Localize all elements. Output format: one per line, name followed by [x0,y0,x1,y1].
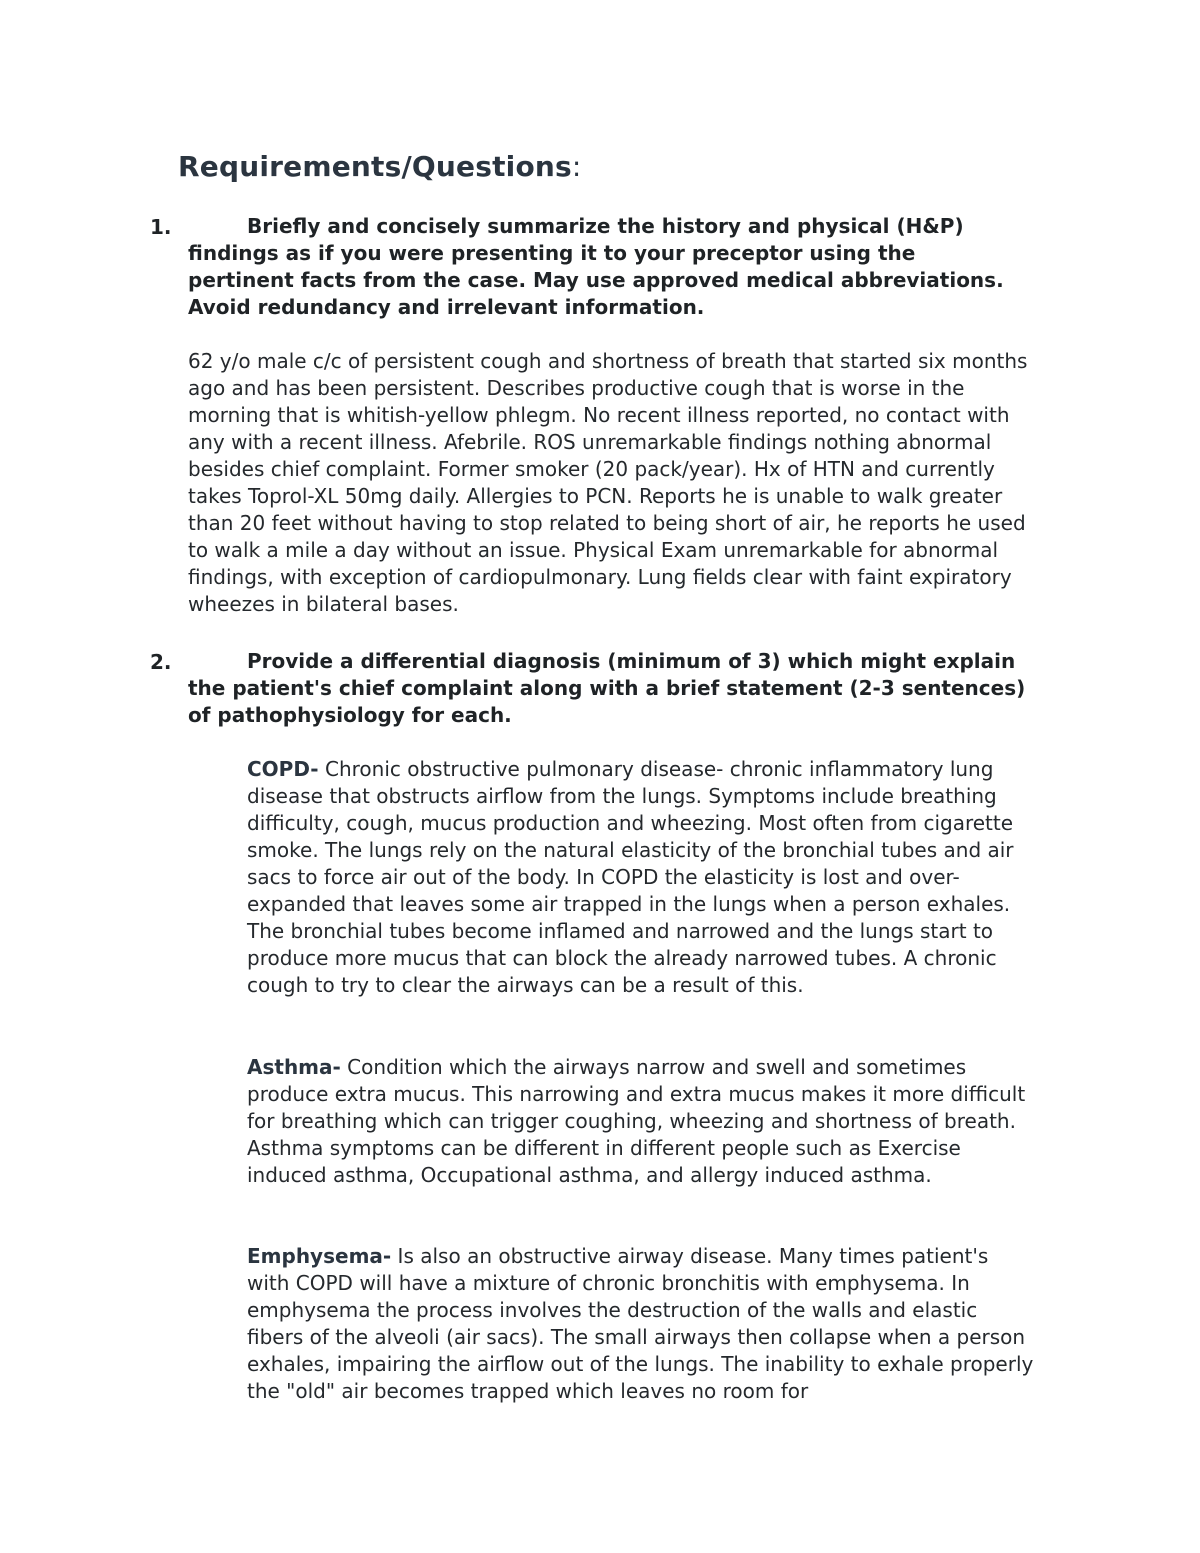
diagnosis-description: Chronic obstructive pulmonary disease- chronic inflammatory lung disease that obstructs airflow from the lungs. Symptoms include breathing difficulty, cough, mucus production and wheezing. Most often from cigarette smoke. The lungs rely on the natural elasticity of the bronchial tubes and air sacs to force air out of the body. In COPD the elasticity is lost and over-expanded that leaves some air trapped in the lungs when a person exhales. The bronchial tubes become inflamed and narrowed and the lungs start to produce more mucus that can block the already narrowed tubes. A chronic cough to try to clear the airways can be a result of this. [247,757,1014,997]
diagnosis-term: Asthma- [247,1055,341,1079]
question-2-prompt: Provide a differential diagnosis (minimum of 3) which might explain the patient's chief complaint along with a brief statement (2-3 sentences) of pathophysiology for each. [188,649,1026,727]
diagnosis-term: Emphysema- [247,1244,392,1268]
diagnosis-asthma [247,1054,1037,1189]
diagnosis-description: Is also an obstructive airway disease. Many times patient's with COPD will have a mixture of chronic bronchitis with emphysema. In emphysema the process involves the destruction of the walls and elastic fibers of the alveoli (air sacs). The small airways then collapse when a person exhales, impairing the airflow out of the lungs. The inability to exhale properly the "old" air becomes trapped which leaves no room for [247,1244,1034,1403]
question-1-answer: 62 y/o male c/c of persistent cough and shortness of breath that started six months ago and has been persistent. Describes productive cough that is worse in the morning that is whitish-yellow phlegm. No recent illness reported, no contact with any with a recent illness. Afebrile. ROS unremarkable findings nothing abnormal besides chief complaint. Former smoker (20 pack/year). Hx of HTN and currently takes Toprol-XL 50mg daily. Allergies to PCN. Reports he is unable to walk greater than 20 feet without having to stop related to being short of air, he reports he used to walk a mile a day without an issue. Physical Exam unremarkable for abnormal findings, with exception of cardiopulmonary. Lung fields clear with faint expiratory wheezes in bilateral bases. [188,349,1028,616]
diagnosis-copd [247,756,1037,999]
question-1-number: 1. [150,215,172,239]
page-heading [178,150,582,183]
diagnosis-emphysema [247,1243,1037,1405]
question-2-number: 2. [150,650,172,674]
heading-text: Requirements/Questions [178,150,572,183]
question-1-prompt: Briefly and concisely summarize the history and physical (H&P) findings as if you were presenting it to your preceptor using the pertinent facts from the case. May use approved medical abbreviations. Avoid redundancy and irrelevant information. [188,214,1004,319]
heading-colon: : [571,150,582,183]
diagnosis-term: COPD- [247,757,319,781]
diagnosis-description: Condition which the airways narrow and swell and sometimes produce extra mucus. This narrowing and extra mucus makes it more difficult for breathing which can trigger coughing, wheezing and shortness of breath. Asthma symptoms can be different in different people such as Exercise induced asthma, Occupational asthma, and allergy induced asthma. [247,1055,1026,1187]
